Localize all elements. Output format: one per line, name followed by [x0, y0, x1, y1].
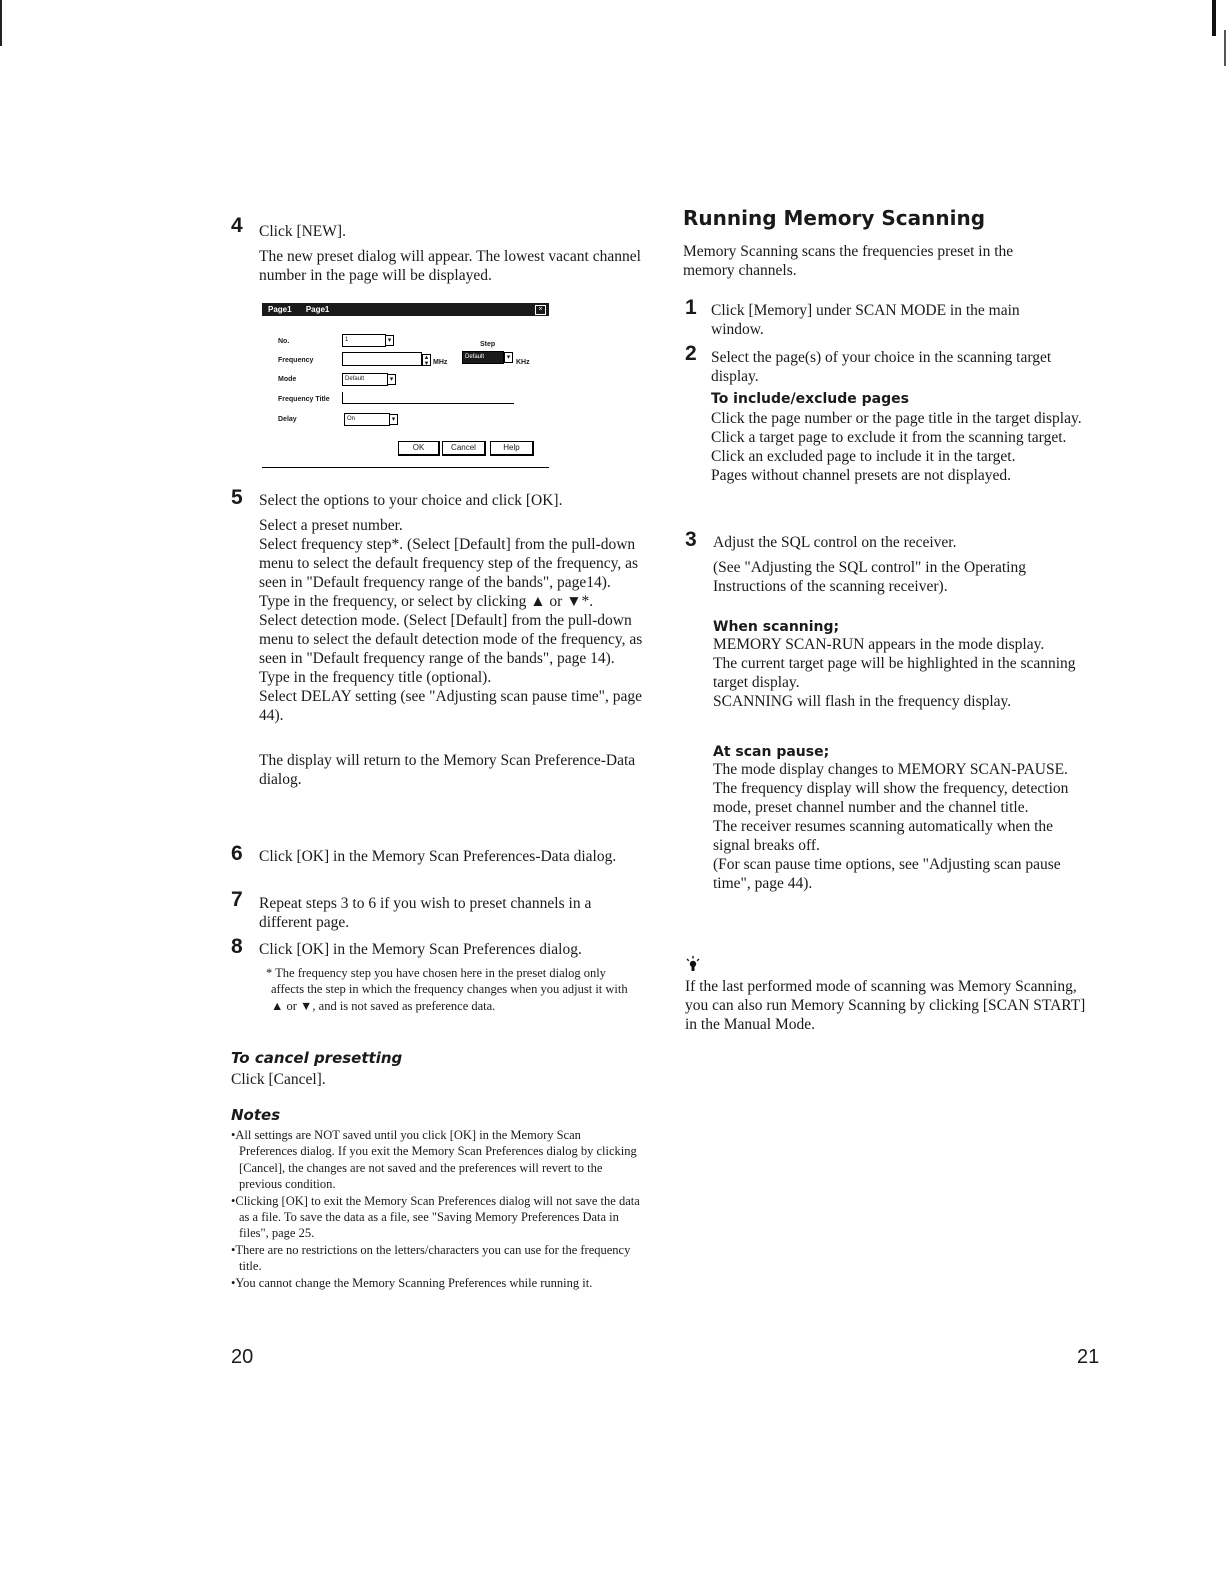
frequency-title-input[interactable] — [342, 392, 514, 404]
page-number-left: 20 — [231, 1346, 254, 1368]
pause-line: The receiver resumes scanning automatically when the signal breaks off. — [713, 818, 1054, 854]
step-5-line: Select detection mode. (Select [Default] from the pull-down menu to select the default detection mode of the frequency, as seen in "Default frequency range of the bands", page 14). — [259, 612, 643, 667]
step-select[interactable]: Default — [462, 351, 504, 364]
mode-select[interactable]: Default — [342, 373, 388, 386]
when-line: The current target page will be highlighted in the scanning target display. — [713, 655, 1076, 691]
tip-text: If the last performed mode of scanning was Memory Scanning, you can also run Memory Scanning by clicking [SCAN START] in the Manual Mode. — [685, 978, 1086, 1033]
page-number-right: 21 — [1077, 1346, 1100, 1368]
step-6-text: Click [OK] in the Memory Scan Preferences-Data dialog. — [259, 848, 617, 865]
step-5-line: Select frequency step*. (Select [Default] from the pull-down menu to select the default frequency step of the frequency, as seen in "Default frequency range of the bands", page14). — [259, 536, 639, 591]
step-8-text: Click [OK] in the Memory Scan Preferences dialog. — [259, 941, 582, 958]
step-2-text: Select the page(s) of your choice in the scanning target display. — [711, 349, 1052, 385]
pause-heading: At scan pause; — [713, 744, 830, 760]
pause-line: The frequency display will show the frequency, detection mode, preset channel number and the channel title. — [713, 780, 1069, 816]
notes-heading: Notes — [231, 1106, 281, 1124]
chevron-down-icon[interactable]: ▾ — [385, 335, 394, 346]
chevron-down-icon[interactable]: ▾ — [389, 414, 398, 425]
dialog-tab-2[interactable]: Page1 — [305, 305, 330, 314]
notes-list — [231, 1127, 641, 1291]
step-4-title: Click [NEW]. — [259, 223, 346, 240]
step-5-line: Type in the frequency title (optional). — [259, 669, 492, 686]
label-step: Step — [480, 341, 496, 348]
scan-pause-block — [713, 744, 1078, 893]
step-3-body — [713, 533, 1083, 596]
step-8-number: 8 — [231, 935, 243, 958]
dialog-titlebar — [262, 303, 549, 316]
step-7-number: 7 — [231, 888, 243, 911]
step-6-number: 6 — [231, 842, 243, 865]
step-1-text: Click [Memory] under SCAN MODE in the main window. — [711, 302, 1020, 338]
no-select[interactable]: 1 — [342, 334, 386, 347]
chevron-down-icon[interactable]: ▾ — [387, 374, 396, 385]
when-heading: When scanning; — [713, 619, 840, 635]
new-preset-dialog — [262, 303, 549, 468]
step-3-text: Adjust the SQL control on the receiver. — [713, 534, 957, 551]
when-scanning-block — [713, 619, 1098, 711]
step-5-number: 5 — [231, 486, 243, 509]
scan-edge-mark-right — [1212, 0, 1216, 36]
dialog-tab-1[interactable]: Page1 — [268, 305, 292, 314]
note-item: •Clicking [OK] to exit the Memory Scan Preferences dialog will not save the data as a file. To save the data as a file, see "Saving Memory Preferences Data in files", page 25. — [231, 1193, 640, 1241]
step-1-number: 1 — [685, 296, 697, 319]
step-4-body — [259, 222, 644, 285]
frequency-input[interactable] — [342, 352, 422, 366]
step-2-number: 2 — [685, 342, 697, 365]
intro-text: Memory Scanning scans the frequencies preset in the memory channels. — [683, 243, 1014, 279]
cancel-button[interactable]: Cancel — [442, 441, 486, 456]
include-text-2: Pages without channel presets are not displayed. — [711, 467, 1012, 484]
when-line: SCANNING will flash in the frequency display. — [713, 693, 1012, 710]
cancel-heading: To cancel presetting — [231, 1049, 403, 1067]
step-4-desc: The new preset dialog will appear. The lowest vacant channel number in the page will be displayed. — [259, 248, 641, 284]
include-heading: To include/exclude pages — [711, 391, 909, 407]
frequency-stepper-icon[interactable]: ▲ ▼ — [423, 355, 430, 367]
ok-button[interactable]: OK — [398, 441, 440, 456]
step-5-after: The display will return to the Memory Scan Preference-Data dialog. — [259, 752, 636, 788]
step-5-title: Select the options to your choice and click [OK]. — [259, 492, 563, 509]
step-3-sub: (See "Adjusting the SQL control" in the Operating Instructions of the scanning receiver). — [713, 559, 1026, 595]
step-4-number: 4 — [231, 214, 243, 237]
close-icon[interactable]: × — [535, 305, 546, 315]
step-5-line: Select a preset number. — [259, 517, 403, 534]
step-7-text: Repeat steps 3 to 6 if you wish to preset channels in a different page. — [259, 895, 592, 931]
step-2-body — [711, 348, 1096, 485]
help-button[interactable]: Help — [490, 441, 534, 456]
note-item: •You cannot change the Memory Scanning Preferences while running it. — [231, 1275, 593, 1290]
pause-line: (For scan pause time options, see "Adjusting scan pause time", page 44). — [713, 856, 1061, 892]
footnote: * The frequency step you have chosen here in the preset dialog only affects the step in which the frequency changes when you adjust it with ▲ or ▼, and is not saved as preference data. — [266, 966, 628, 1013]
scan-edge-mark-left — [0, 0, 2, 46]
when-line: MEMORY SCAN-RUN appears in the mode display. — [713, 636, 1045, 653]
cancel-text: Click [Cancel]. — [231, 1071, 326, 1088]
note-item: •All settings are NOT saved until you click [OK] in the Memory Scan Preferences dialog. If you exit the Memory Scan Preferences dialog by clicking [Cancel], the changes are not saved and the preferences will revert to the previous condition. — [231, 1128, 637, 1192]
delay-select[interactable]: On — [344, 413, 390, 426]
label-frequency-title: Frequency Title — [278, 396, 330, 403]
label-frequency: Frequency — [278, 357, 314, 364]
note-item: •There are no restrictions on the letters/characters you can use for the frequency title. — [231, 1242, 631, 1274]
step-5-line: Select DELAY setting (see "Adjusting scan pause time", page 44). — [259, 688, 642, 724]
label-no: No. — [278, 338, 290, 345]
step-5-body — [259, 491, 644, 789]
chevron-down-icon[interactable]: ▾ — [504, 352, 513, 363]
label-delay: Delay — [278, 416, 297, 423]
scan-edge-mark-right-2 — [1224, 30, 1226, 66]
step-5-line: Type in the frequency, or select by clicking ▲ or ▼*. — [259, 593, 594, 610]
label-khz: KHz — [516, 359, 530, 366]
pause-line: The mode display changes to MEMORY SCAN-PAUSE. — [713, 761, 1068, 778]
label-mode: Mode — [278, 376, 297, 383]
lightbulb-icon — [685, 955, 701, 973]
include-text: Click the page number or the page title in the target display. Click a target page to exclude it from the scanning target. Click an excluded page to include it in the target. — [711, 410, 1082, 465]
step-3-number: 3 — [685, 528, 697, 551]
label-mhz: MHz — [433, 359, 448, 366]
section-heading: Running Memory Scanning — [683, 206, 986, 230]
